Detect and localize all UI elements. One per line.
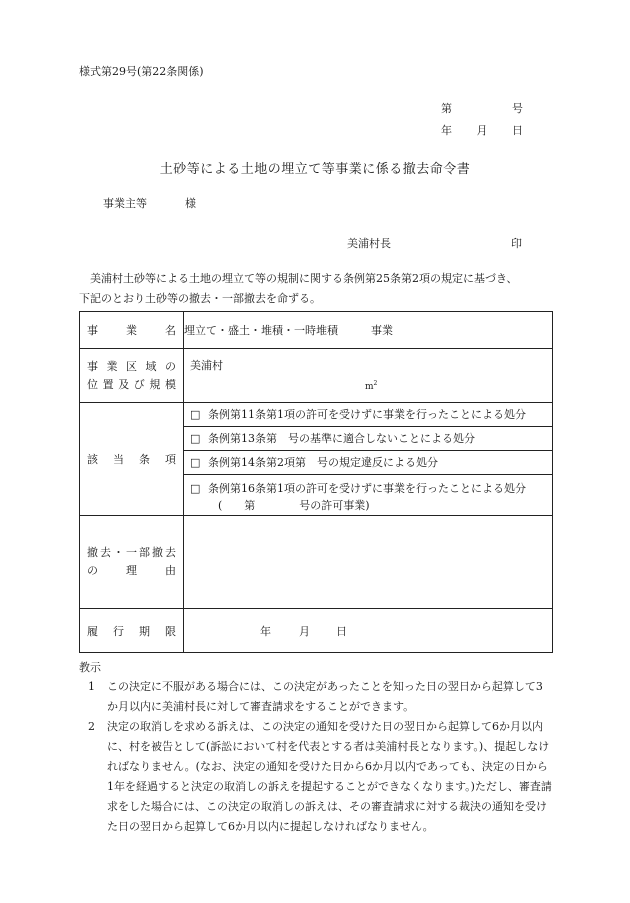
label-char: 部 [139, 546, 150, 559]
order-table [79, 311, 553, 653]
label-char: 当 [113, 453, 124, 466]
label-deadline [80, 609, 184, 653]
clause-option-label: 条例第16条第1項の許可を受けずに事業を行ったことによる処分 [208, 482, 526, 495]
addressee-honorific: 様 [185, 197, 196, 210]
label-char: 模 [164, 377, 176, 391]
area-unit: $m^2$ [365, 380, 378, 392]
row-clause [80, 403, 553, 516]
label-char: 規 [149, 377, 161, 391]
order-body-line2: 下記のとおり土砂等の撤去・一部撤去を命ずる。 [79, 292, 321, 305]
value-reason[interactable] [184, 516, 553, 609]
row-reason [80, 516, 553, 609]
row-project-name [80, 312, 553, 349]
label-char: び [133, 377, 145, 391]
label-char: 理 [126, 564, 137, 577]
label-char: 業 [126, 324, 137, 337]
deadline-year: 年 [260, 624, 271, 638]
value-project-type: 埋立て・盛土・堆積・一時堆積 事業 [184, 312, 553, 349]
label-area [80, 349, 184, 403]
row-area [80, 349, 553, 403]
label-char: 名 [165, 324, 176, 337]
label-char: 条 [139, 453, 150, 466]
label-char: 履 [87, 624, 98, 638]
label-char: 位 [87, 377, 98, 391]
label-char: 業 [106, 359, 118, 373]
notice-list [79, 677, 553, 837]
label-char: 撤 [87, 546, 98, 559]
notice-item-text: 決定の取消しを求める訴えは、この決定の通知を受けた日の翌日から起算して6か月以内に、村を被告として(訴訟において村を代表とする者は美浦村長となります。)、提起しなければなりません。(なお、決定の通知を受けた日から6か月以内であっても、決定の日から1年を経過すると決定の取消しの訴えを提起することができなくなります。)ただし、審査請求をした場合には、この決定の取消しの訴えは、その審査請求に対する裁決の通知を受けた日の翌日から起算して6か月以内に提起しなければなりません。 [107, 720, 552, 833]
label-char: 撤 [152, 546, 163, 559]
order-body [79, 269, 553, 309]
notice-item-text: この決定に不服がある場合には、この決定があったことを知った日の翌日から起算して3か月以内に美浦村長に対して審査請求をすることができます。 [107, 680, 543, 713]
notice-item [79, 677, 553, 717]
label-char: 由 [165, 564, 176, 577]
issuer-name: 美浦村長 [347, 237, 391, 250]
date-month: 月 [476, 124, 488, 137]
label-reason [80, 516, 184, 609]
date-year: 年 [441, 124, 452, 137]
document-date-line [441, 122, 523, 138]
clause-options [184, 403, 553, 516]
label-char: 該 [87, 453, 98, 466]
label-char: 及 [118, 377, 130, 391]
label-char: 期 [139, 624, 150, 638]
notice-item-number: 2 [88, 720, 95, 733]
deadline-day: 日 [336, 624, 347, 638]
clause-option[interactable] [184, 403, 552, 427]
number-prefix: 第 [441, 102, 452, 115]
label-char: 去 [100, 546, 111, 559]
notice-item [79, 717, 553, 837]
label-char: 区 [126, 359, 137, 373]
document-number-line [441, 100, 523, 116]
form-number: 様式第29号(第22条関係) [79, 65, 204, 78]
notice-item-number: 1 [88, 680, 95, 693]
notice-heading: 教示 [79, 661, 101, 674]
label-clause [80, 403, 184, 516]
label-char: の [87, 564, 98, 577]
label-char: ・ [113, 546, 124, 559]
clause-option-label: 条例第14条第2項第 号の規定違反による処分 [208, 456, 438, 469]
clause-option-label: 条例第11条第1項の許可を受けずに事業を行ったことによる処分 [208, 408, 526, 421]
addressee-label: 事業主等 [103, 197, 147, 210]
label-char: 限 [165, 624, 176, 638]
checkbox-icon[interactable]: □ [190, 482, 201, 495]
value-deadline [184, 609, 553, 653]
clause-option[interactable] [184, 451, 552, 475]
label-char: 域 [145, 359, 157, 373]
area-location: 美浦村 [190, 359, 223, 372]
order-body-line1: 美浦村土砂等による土地の埋立て等の規制に関する条例第25条第2項の規定に基づき、 [90, 272, 518, 285]
clause-option[interactable] [184, 475, 552, 515]
clause-option-sub: ( 第 号の許可事業) [218, 499, 370, 512]
label-char: 置 [102, 377, 114, 391]
seal-mark: 印 [511, 237, 522, 250]
label-char: 事 [87, 324, 98, 337]
label-project-name [80, 312, 184, 349]
label-char: 去 [165, 546, 176, 559]
label-char: 一 [126, 546, 137, 559]
row-deadline [80, 609, 553, 653]
checkbox-icon[interactable]: □ [190, 432, 201, 445]
label-char: 項 [165, 453, 176, 466]
deadline-month: 月 [299, 624, 310, 638]
clause-option-label: 条例第13条第 号の基準に適合しないことによる処分 [208, 432, 475, 445]
document-title: 土砂等による土地の埋立て等事業に係る撤去命令書 [159, 162, 471, 177]
clause-option[interactable] [184, 427, 552, 451]
addressee [103, 195, 196, 211]
date-day: 日 [512, 124, 523, 137]
label-char: 事 [87, 359, 98, 373]
checkbox-icon[interactable]: □ [190, 408, 201, 421]
number-suffix: 号 [512, 102, 523, 115]
value-area [184, 349, 553, 403]
label-char: の [165, 359, 176, 373]
checkbox-icon[interactable]: □ [190, 456, 201, 469]
label-char: 行 [113, 624, 124, 638]
